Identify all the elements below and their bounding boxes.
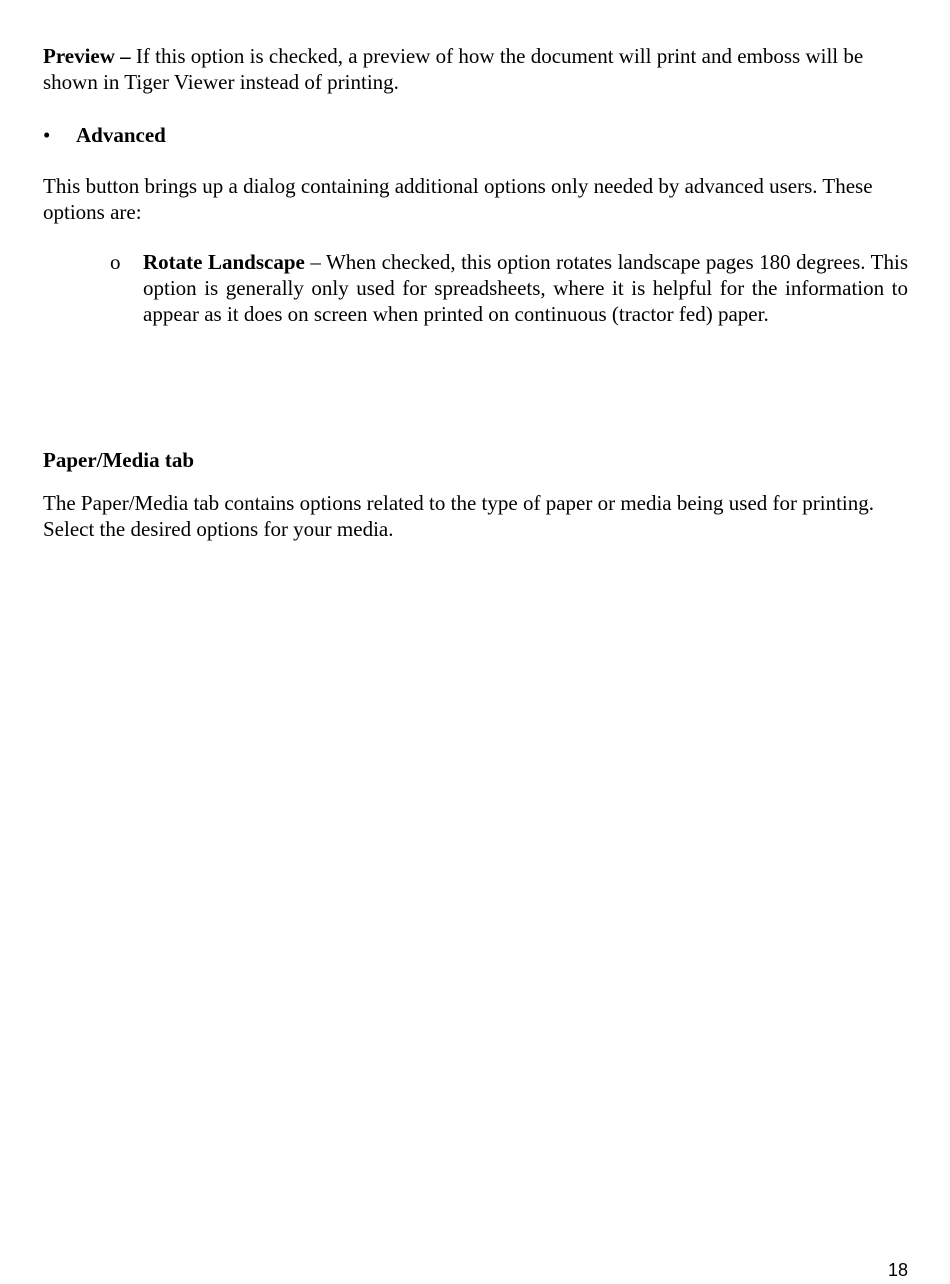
advanced-description: This button brings up a dialog containing additional options only needed by advanced users. These options are:: [43, 174, 873, 224]
preview-description: If this option is checked, a preview of how the document will print and emboss will be shown in Tiger Viewer instead of printing.: [43, 44, 864, 94]
bullet-icon: •: [43, 123, 51, 147]
page-number: 18: [887, 1260, 908, 1280]
preview-term: Preview –: [43, 44, 131, 68]
preview-paragraph: [43, 43, 908, 95]
rotate-landscape-paragraph: [143, 249, 908, 327]
advanced-label: Advanced: [76, 123, 166, 147]
sub-bullet-icon: o: [110, 250, 121, 274]
paper-media-heading: Paper/Media tab: [43, 448, 195, 472]
paper-media-description: The Paper/Media tab contains options related to the type of paper or media being used for printing. Select the desired options for your media.: [43, 491, 875, 541]
rotate-landscape-description: – When checked, this option rotates landscape pages 180 degrees. This option is generally only used for spreadsheets, where it is helpful for the information to appear as it does on screen when printed on continuous (tractor fed) paper.: [143, 250, 908, 326]
rotate-landscape-term: Rotate Landscape: [143, 250, 305, 274]
